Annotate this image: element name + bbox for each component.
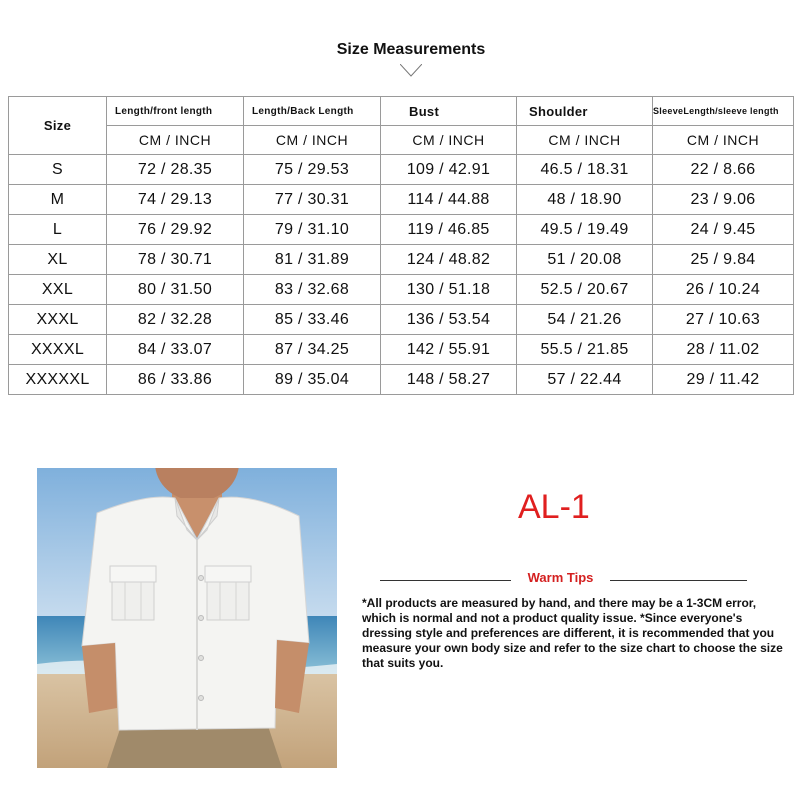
measurement-cell: 109 / 42.91	[381, 155, 517, 185]
measurement-cell: 85 / 33.46	[244, 305, 381, 335]
table-row	[9, 365, 794, 395]
measurement-cell: 119 / 46.85	[381, 215, 517, 245]
warm-tips-title: Warm Tips	[527, 570, 594, 585]
size-table	[8, 96, 794, 395]
table-row	[9, 245, 794, 275]
measurement-cell: 114 / 44.88	[381, 185, 517, 215]
measurement-cell: 26 / 10.24	[653, 275, 794, 305]
table-header-row	[9, 97, 794, 126]
table-row	[9, 335, 794, 365]
measurement-cell: 46.5 / 18.31	[517, 155, 653, 185]
warm-tips-text: *All products are measured by hand, and there may be a 1-3CM error, which is normal and not a product quality issue. *Since everyone's dressing style and preferences are different, it is recommended that you measure your own body size and refer to the size chart to choose the size that suits you.	[362, 596, 783, 670]
size-cell: L	[9, 215, 107, 245]
size-cell: XXXXL	[9, 335, 107, 365]
unit-label: CM / INCH	[381, 126, 517, 155]
measurement-cell: 148 / 58.27	[381, 365, 517, 395]
measurement-cell: 82 / 32.28	[107, 305, 244, 335]
measurement-cell: 72 / 28.35	[107, 155, 244, 185]
divider	[380, 580, 511, 581]
measurement-cell: 142 / 55.91	[381, 335, 517, 365]
measurement-cell: 76 / 29.92	[107, 215, 244, 245]
table-row	[9, 155, 794, 185]
size-cell: S	[9, 155, 107, 185]
measurement-cell: 77 / 30.31	[244, 185, 381, 215]
measurement-cell: 29 / 11.42	[653, 365, 794, 395]
column-header: SleeveLength/sleeve length	[653, 97, 794, 126]
measurement-cell: 51 / 20.08	[517, 245, 653, 275]
measurement-cell: 49.5 / 19.49	[517, 215, 653, 245]
measurement-cell: 80 / 31.50	[107, 275, 244, 305]
column-header: Shoulder	[517, 97, 653, 126]
column-header: Length/front length	[107, 97, 244, 126]
measurement-cell: 81 / 31.89	[244, 245, 381, 275]
size-cell: XXL	[9, 275, 107, 305]
size-cell: XXXXXL	[9, 365, 107, 395]
measurement-cell: 84 / 33.07	[107, 335, 244, 365]
size-cell: XXXL	[9, 305, 107, 335]
size-header: Size	[9, 97, 107, 155]
measurement-cell: 79 / 31.10	[244, 215, 381, 245]
size-cell: M	[9, 185, 107, 215]
measurement-cell: 24 / 9.45	[653, 215, 794, 245]
size-cell: XL	[9, 245, 107, 275]
measurement-cell: 75 / 29.53	[244, 155, 381, 185]
page-title: Size Measurements	[336, 41, 486, 58]
measurement-cell: 78 / 30.71	[107, 245, 244, 275]
table-row	[9, 215, 794, 245]
column-header: Length/Back Length	[244, 97, 381, 126]
measurement-cell: 86 / 33.86	[107, 365, 244, 395]
measurement-cell: 22 / 8.66	[653, 155, 794, 185]
measurement-cell: 25 / 9.84	[653, 245, 794, 275]
product-code: AL-1	[518, 488, 590, 526]
unit-label: CM / INCH	[244, 126, 381, 155]
measurement-cell: 74 / 29.13	[107, 185, 244, 215]
measurement-cell: 23 / 9.06	[653, 185, 794, 215]
measurement-cell: 55.5 / 21.85	[517, 335, 653, 365]
measurement-cell: 52.5 / 20.67	[517, 275, 653, 305]
measurement-cell: 89 / 35.04	[244, 365, 381, 395]
product-photo	[37, 468, 337, 768]
table-row	[9, 275, 794, 305]
measurement-cell: 136 / 53.54	[381, 305, 517, 335]
table-row	[9, 185, 794, 215]
measurement-cell: 57 / 22.44	[517, 365, 653, 395]
measurement-cell: 54 / 21.26	[517, 305, 653, 335]
unit-label: CM / INCH	[517, 126, 653, 155]
unit-label: CM / INCH	[107, 126, 244, 155]
table-row	[9, 305, 794, 335]
unit-label: CM / INCH	[653, 126, 794, 155]
measurement-cell: 87 / 34.25	[244, 335, 381, 365]
table-unit-row	[9, 126, 794, 155]
measurement-cell: 124 / 48.82	[381, 245, 517, 275]
column-header: Bust	[381, 97, 517, 126]
divider	[610, 580, 747, 581]
measurement-cell: 28 / 11.02	[653, 335, 794, 365]
measurement-cell: 130 / 51.18	[381, 275, 517, 305]
measurement-cell: 48 / 18.90	[517, 185, 653, 215]
measurement-cell: 83 / 32.68	[244, 275, 381, 305]
measurement-cell: 27 / 10.63	[653, 305, 794, 335]
caret-down-icon	[400, 64, 422, 78]
